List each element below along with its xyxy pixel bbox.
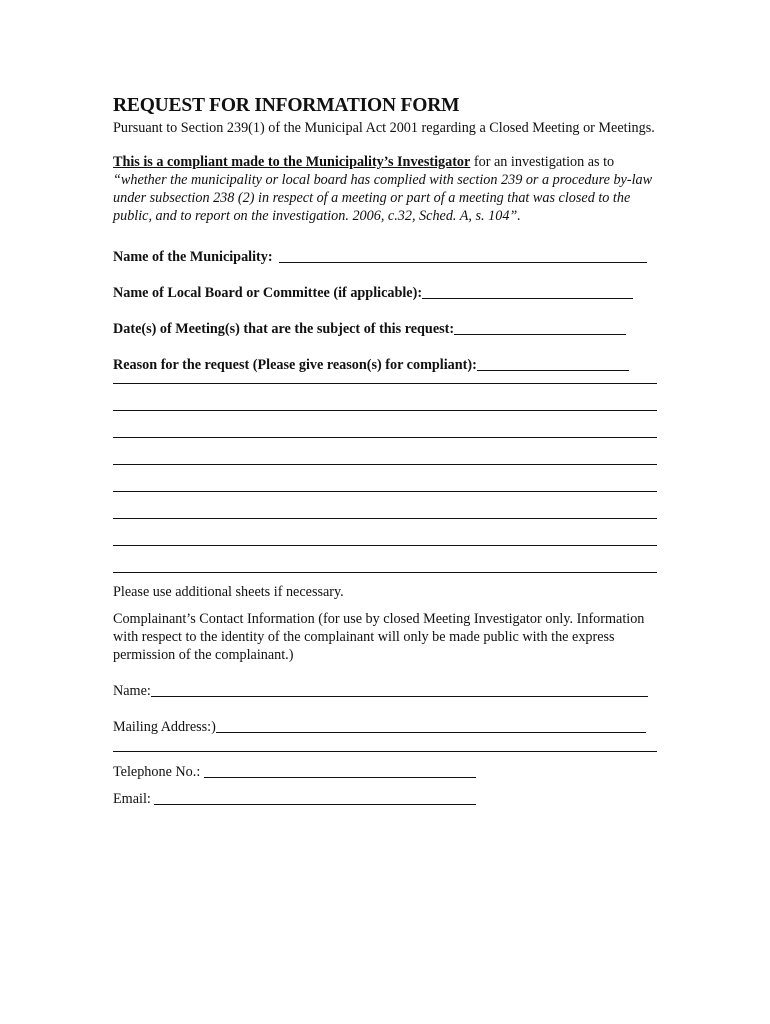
- form-subtitle: Pursuant to Section 239(1) of the Municipal Act 2001 regarding a Closed Meeting or Meetings.: [113, 120, 655, 136]
- meeting-dates-input-line[interactable]: [454, 334, 626, 335]
- municipality-field[interactable]: [113, 248, 659, 266]
- contact-info-note: Complainant’s Contact Information (for use by closed Meeting Investigator only. Information with respect to the identity of the complainant will only be made public with the express permission of the complainant.): [113, 611, 645, 663]
- email-input-line[interactable]: [154, 804, 476, 805]
- name-label: Name:: [113, 683, 151, 699]
- form-title: REQUEST FOR INFORMATION FORM: [113, 95, 460, 116]
- complaint-statement: [113, 153, 659, 225]
- municipality-label: Name of the Municipality:: [113, 249, 277, 265]
- local-board-input-line[interactable]: [422, 298, 633, 299]
- telephone-input-line[interactable]: [204, 777, 476, 778]
- email-field[interactable]: [113, 790, 659, 808]
- meeting-dates-field[interactable]: [113, 320, 659, 338]
- email-label: Email:: [113, 791, 155, 807]
- reason-label: Reason for the request (Please give reason(s) for compliant):: [113, 357, 477, 373]
- mailing-address-input-line[interactable]: [216, 732, 646, 733]
- telephone-label: Telephone No.:: [113, 764, 204, 780]
- mailing-address-label: Mailing Address:): [113, 719, 216, 735]
- additional-sheets-note: Please use additional sheets if necessary.: [113, 584, 344, 600]
- name-input-line[interactable]: [151, 696, 648, 697]
- meeting-dates-label: Date(s) of Meeting(s) that are the subject of this request:: [113, 321, 455, 337]
- complaint-quote: “whether the municipality or local board has complied with section 239 or a procedure by-law under subsection 238 (2) in respect of a meeting or part of a meeting that was closed to the public, and to report on the investigation. 2006, c.32, Sched. A, s. 104”.: [113, 172, 653, 224]
- form-content: [113, 94, 659, 808]
- reason-input-line[interactable]: [477, 370, 629, 371]
- reason-field[interactable]: [113, 356, 659, 374]
- telephone-field[interactable]: [113, 763, 659, 781]
- complaint-lead: This is a compliant made to the Municipality’s Investigator: [113, 154, 471, 170]
- local-board-field[interactable]: [113, 284, 659, 302]
- municipality-input-line[interactable]: [279, 262, 647, 263]
- name-field[interactable]: [113, 682, 659, 700]
- local-board-label: Name of Local Board or Committee (if applicable):: [113, 285, 423, 301]
- mailing-address-field[interactable]: [113, 718, 659, 736]
- complaint-rest: for an investigation as to: [470, 154, 615, 170]
